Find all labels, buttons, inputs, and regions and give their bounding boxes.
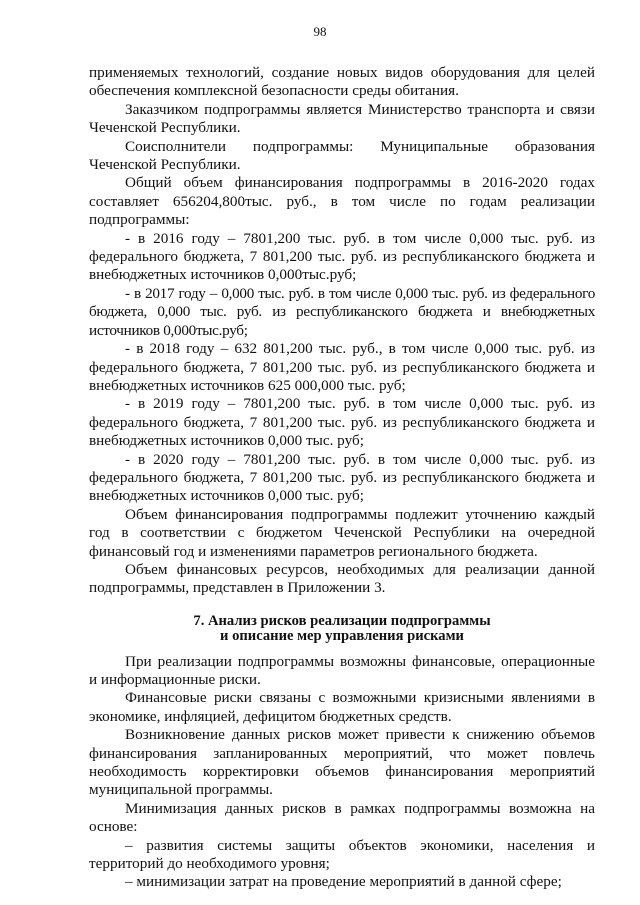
paragraph: Соисполнители подпрограммы: Муниципальные образования Чеченской Республики. bbox=[89, 137, 595, 174]
paragraph: Заказчиком подпрограммы является Министерство транспорта и связи Чеченской Республики. bbox=[89, 100, 595, 137]
paragraph: - в 2019 году – 7801,200 тыс. руб. в том числе 0,000 тыс. руб. из федерального бюджета, 7 801,200 тыс. руб. из республиканского бюджета и внебюджетных источников 0,000 тыс. руб; bbox=[89, 395, 595, 450]
paragraph: Финансовые риски связаны с возможными кризисными явлениями в экономике, инфляцией, дефицитом бюджетных средств. bbox=[89, 689, 595, 725]
page-body bbox=[89, 64, 595, 892]
paragraph: применяемых технологий, создание новых видов оборудования для целей обеспечения комплексной безопасности среды обитания. bbox=[89, 64, 595, 100]
paragraph: Минимизация данных рисков в рамках подпрограммы возможна на основе: bbox=[89, 799, 595, 836]
paragraph: – минимизации затрат на проведение мероприятий в данной сфере; bbox=[125, 873, 562, 891]
paragraph: - в 2017 году – 0,000 тыс. руб. в том числе 0,000 тыс. руб. из федерального бюджета, 0,000 тыс. руб. из республиканского бюджета и внебюджетных источников 0,000тыс.руб; bbox=[89, 284, 595, 339]
paragraph: Возникновение данных рисков может привести к снижению объемов финансирования запланированных мероприятий, что может повлечь необходимость корректировки объемов финансирования мероприятий муниципальной программы. bbox=[89, 726, 595, 799]
paragraph: Объем финансирования подпрограммы подлежит уточнению каждый год в соответствии с бюджетом Чеченской Республики на очередной финансовый год и изменениями параметров регионального бюджета. bbox=[89, 505, 595, 560]
paragraph: - в 2020 году – 7801,200 тыс. руб. в том числе 0,000 тыс. руб. из федерального бюджета, 7 801,200 тыс. руб. из республиканского бюджета и внебюджетных источников 0,000 тыс. руб; bbox=[89, 450, 595, 505]
section-heading-line-2: и описание мер управления рисками bbox=[220, 628, 464, 645]
paragraph: - в 2018 году – 632 801,200 тыс. руб., в том числе 0,000 тыс. руб. из федерального бюджета, 7 801,200 тыс. руб. из республиканского бюджета и внебюджетных источников 625 000,000 тыс. руб; bbox=[89, 340, 595, 394]
paragraph: При реализации подпрограммы возможны финансовые, операционные и информационные риски. bbox=[89, 652, 595, 688]
risks-section bbox=[89, 653, 595, 892]
page-number: 98 bbox=[313, 24, 327, 39]
paragraph: Объем финансовых ресурсов, необходимых для реализации данной подпрограммы, представлен в Приложении 3. bbox=[89, 560, 595, 597]
section-heading-line-1: 7. Анализ рисков реализации подпрограммы bbox=[193, 612, 491, 629]
paragraph: Общий объем финансирования подпрограммы в 2016-2020 годах составляет 656204,800тыс. руб., в том числе по годам реализации подпрограммы: bbox=[89, 174, 595, 229]
financing-section bbox=[89, 64, 595, 598]
paragraph: - в 2016 году – 7801,200 тыс. руб. в том числе 0,000 тыс. руб. из федерального бюджета, 7 801,200 тыс. руб. из республиканского бюджета и внебюджетных источников 0,000тыс.руб; bbox=[89, 229, 595, 284]
section-heading bbox=[89, 614, 595, 645]
paragraph: – развития системы защиты объектов экономики, населения и территорий до необходимого уровня; bbox=[89, 836, 595, 873]
